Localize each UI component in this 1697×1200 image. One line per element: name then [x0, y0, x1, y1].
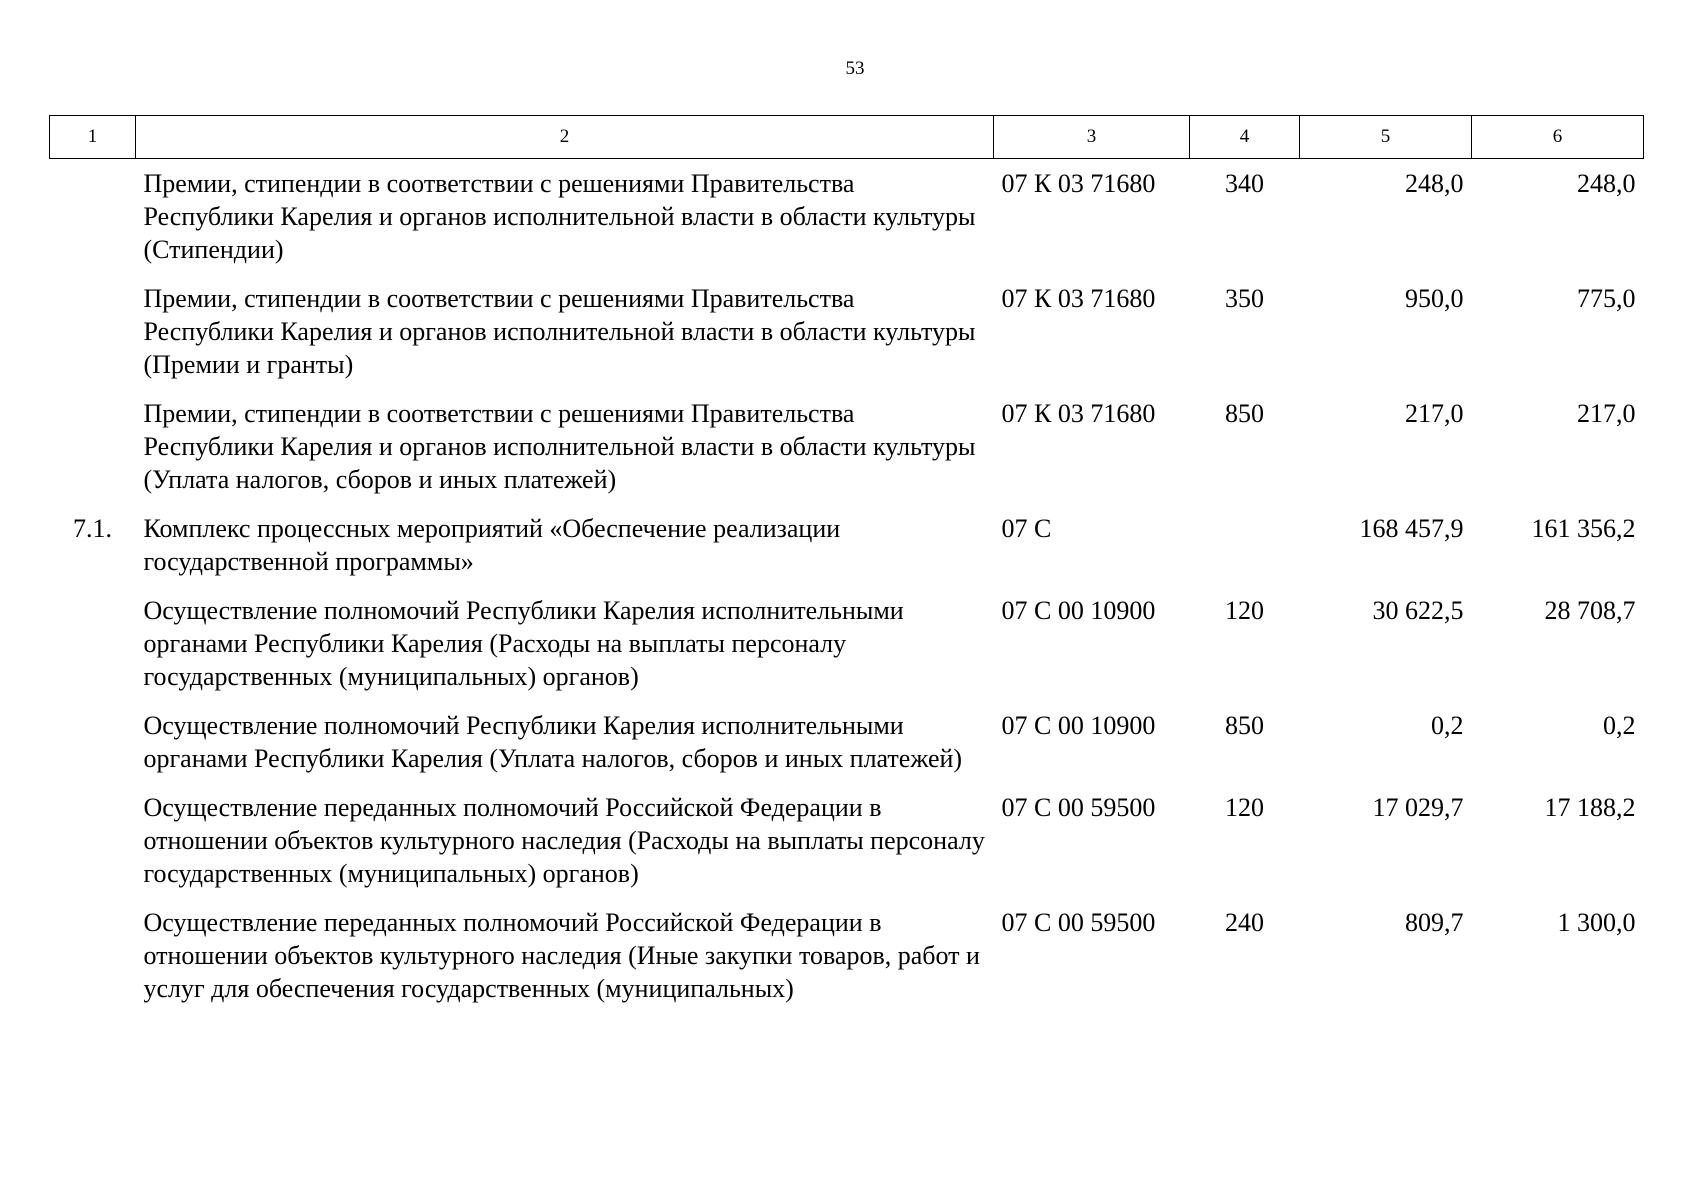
row-amount-col6: 28 708,7 — [1544, 596, 1636, 625]
row-number — [50, 594, 136, 709]
row-amount-col5: 168 457,9 — [1359, 514, 1464, 543]
row-amount-col5: 0,2 — [1431, 711, 1464, 740]
row-description: Осуществление полномочий Республики Карелия исполнительными органами Республики Карелия (Расходы на выплаты персоналу государственных (муниципальных) органов) — [143, 596, 904, 691]
row-expense-type: 850 — [1225, 399, 1264, 428]
column-header-5: 5 — [1300, 116, 1472, 159]
table-row — [50, 397, 1644, 512]
row-amount-col6: 0,2 — [1603, 711, 1636, 740]
row-amount-col6: 248,0 — [1577, 169, 1636, 198]
row-target-code: 07 К 03 71680 — [1001, 399, 1156, 428]
column-header-6: 6 — [1472, 116, 1644, 159]
row-number — [50, 397, 136, 512]
row-amount-col5: 217,0 — [1405, 399, 1464, 428]
row-expense-type — [1190, 512, 1300, 594]
row-expense-type: 340 — [1225, 169, 1264, 198]
row-target-code: 07 К 03 71680 — [1001, 284, 1156, 313]
budget-table — [49, 115, 1644, 1021]
row-number — [50, 282, 136, 397]
row-number — [50, 906, 136, 1021]
row-target-code: 07 С 00 10900 — [1001, 711, 1156, 740]
row-expense-type: 850 — [1225, 711, 1264, 740]
column-header-3: 3 — [994, 116, 1190, 159]
column-header-2: 2 — [136, 116, 994, 159]
column-header-4: 4 — [1190, 116, 1300, 159]
row-number — [50, 709, 136, 791]
page-number: 53 — [845, 58, 865, 79]
table-row — [50, 709, 1644, 791]
table-row — [50, 906, 1644, 1021]
row-description: Премии, стипендии в соответствии с решениями Правительства Республики Карелия и органов исполнительной власти в области культуры (Стипендии) — [143, 169, 976, 264]
row-expense-type: 120 — [1225, 793, 1264, 822]
row-expense-type: 240 — [1225, 908, 1264, 937]
table-row — [50, 512, 1644, 594]
row-description: Премии, стипендии в соответствии с решениями Правительства Республики Карелия и органов исполнительной власти в области культуры (Премии и гранты) — [143, 284, 976, 379]
table-row — [50, 159, 1644, 283]
row-description: Осуществление переданных полномочий Российской Федерации в отношении объектов культурного наследия (Иные закупки товаров, работ и услуг для обеспечения государственных (муниципальных) — [143, 908, 980, 1003]
row-target-code: 07 К 03 71680 — [1001, 169, 1156, 198]
row-target-code: 07 С — [1001, 514, 1052, 543]
row-number: 7.1. — [73, 514, 112, 543]
table-row — [50, 282, 1644, 397]
row-amount-col6: 1 300,0 — [1557, 908, 1636, 937]
table-row — [50, 594, 1644, 709]
row-description: Осуществление переданных полномочий Российской Федерации в отношении объектов культурного наследия (Расходы на выплаты персоналу государственных (муниципальных) органов) — [143, 793, 985, 888]
row-description: Осуществление полномочий Республики Карелия исполнительными органами Республики Карелия (Уплата налогов, сборов и иных платежей) — [143, 711, 963, 773]
row-description: Комплекс процессных мероприятий «Обеспечение реализации государственной программы» — [143, 514, 841, 576]
table-row — [50, 791, 1644, 906]
row-expense-type: 350 — [1225, 284, 1264, 313]
row-amount-col5: 30 622,5 — [1372, 596, 1464, 625]
row-amount-col6: 775,0 — [1577, 284, 1636, 313]
row-target-code: 07 С 00 10900 — [1001, 596, 1156, 625]
row-number — [50, 791, 136, 906]
row-amount-col5: 17 029,7 — [1372, 793, 1464, 822]
row-description: Премии, стипендии в соответствии с решениями Правительства Республики Карелия и органов исполнительной власти в области культуры (Уплата налогов, сборов и иных платежей) — [143, 399, 976, 494]
table-body — [50, 159, 1644, 1022]
row-number — [50, 159, 136, 283]
row-expense-type: 120 — [1225, 596, 1264, 625]
row-amount-col5: 809,7 — [1405, 908, 1464, 937]
column-number-row — [50, 116, 1644, 159]
row-amount-col5: 248,0 — [1405, 169, 1464, 198]
row-target-code: 07 С 00 59500 — [1001, 908, 1156, 937]
column-header-1: 1 — [50, 116, 136, 159]
row-amount-col6: 217,0 — [1577, 399, 1636, 428]
table-header — [50, 116, 1644, 159]
row-target-code: 07 С 00 59500 — [1001, 793, 1156, 822]
row-amount-col5: 950,0 — [1405, 284, 1464, 313]
row-amount-col6: 17 188,2 — [1544, 793, 1636, 822]
row-amount-col6: 161 356,2 — [1531, 514, 1636, 543]
